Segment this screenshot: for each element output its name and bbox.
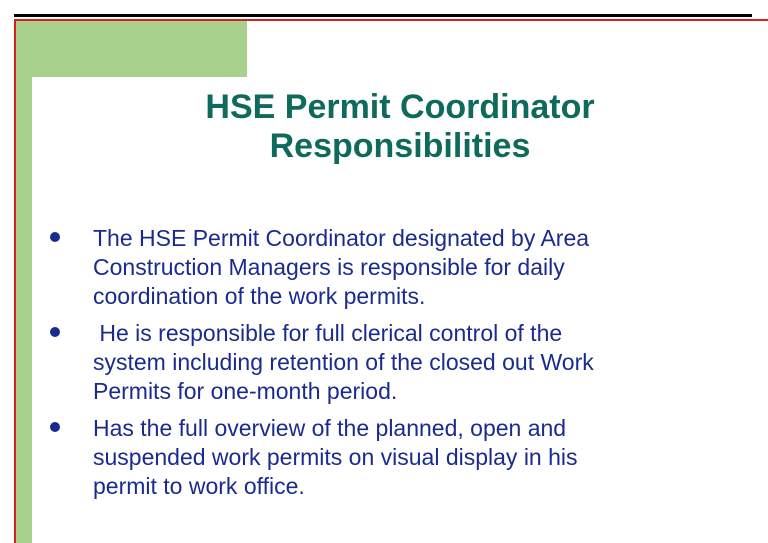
- bullet-item-1: [44, 224, 704, 311]
- bullet-item-3: [44, 414, 704, 501]
- top-border-line: [14, 14, 752, 17]
- bullet-line: Permits for one-month period.: [93, 378, 398, 404]
- bullet-dot-icon: [50, 232, 60, 242]
- bullet-line: Construction Managers is responsible for daily: [93, 254, 565, 280]
- slide-title: [60, 88, 740, 166]
- slide-title-line-1: HSE Permit Coordinator: [205, 88, 595, 126]
- green-side-band: [16, 21, 32, 543]
- bullet-line: permit to work office.: [93, 473, 305, 499]
- bullet-line: The HSE Permit Coordinator designated by Area: [93, 225, 590, 251]
- bullet-line: Has the full overview of the planned, open and: [93, 415, 567, 441]
- bullet-dot-icon: [50, 422, 60, 432]
- bullet-line: system including retention of the closed out Work: [93, 349, 594, 375]
- bullet-line: He is responsible for full clerical control of the: [93, 320, 563, 346]
- bullet-list: [44, 224, 704, 509]
- bullet-line: coordination of the work permits.: [93, 283, 426, 309]
- green-corner-band: [16, 21, 247, 77]
- bullet-dot-icon: [50, 327, 60, 337]
- bullet-line: suspended work permits on visual display in his: [93, 444, 578, 470]
- slide-title-line-2: Responsibilities: [269, 127, 531, 165]
- bullet-item-2: [44, 319, 704, 406]
